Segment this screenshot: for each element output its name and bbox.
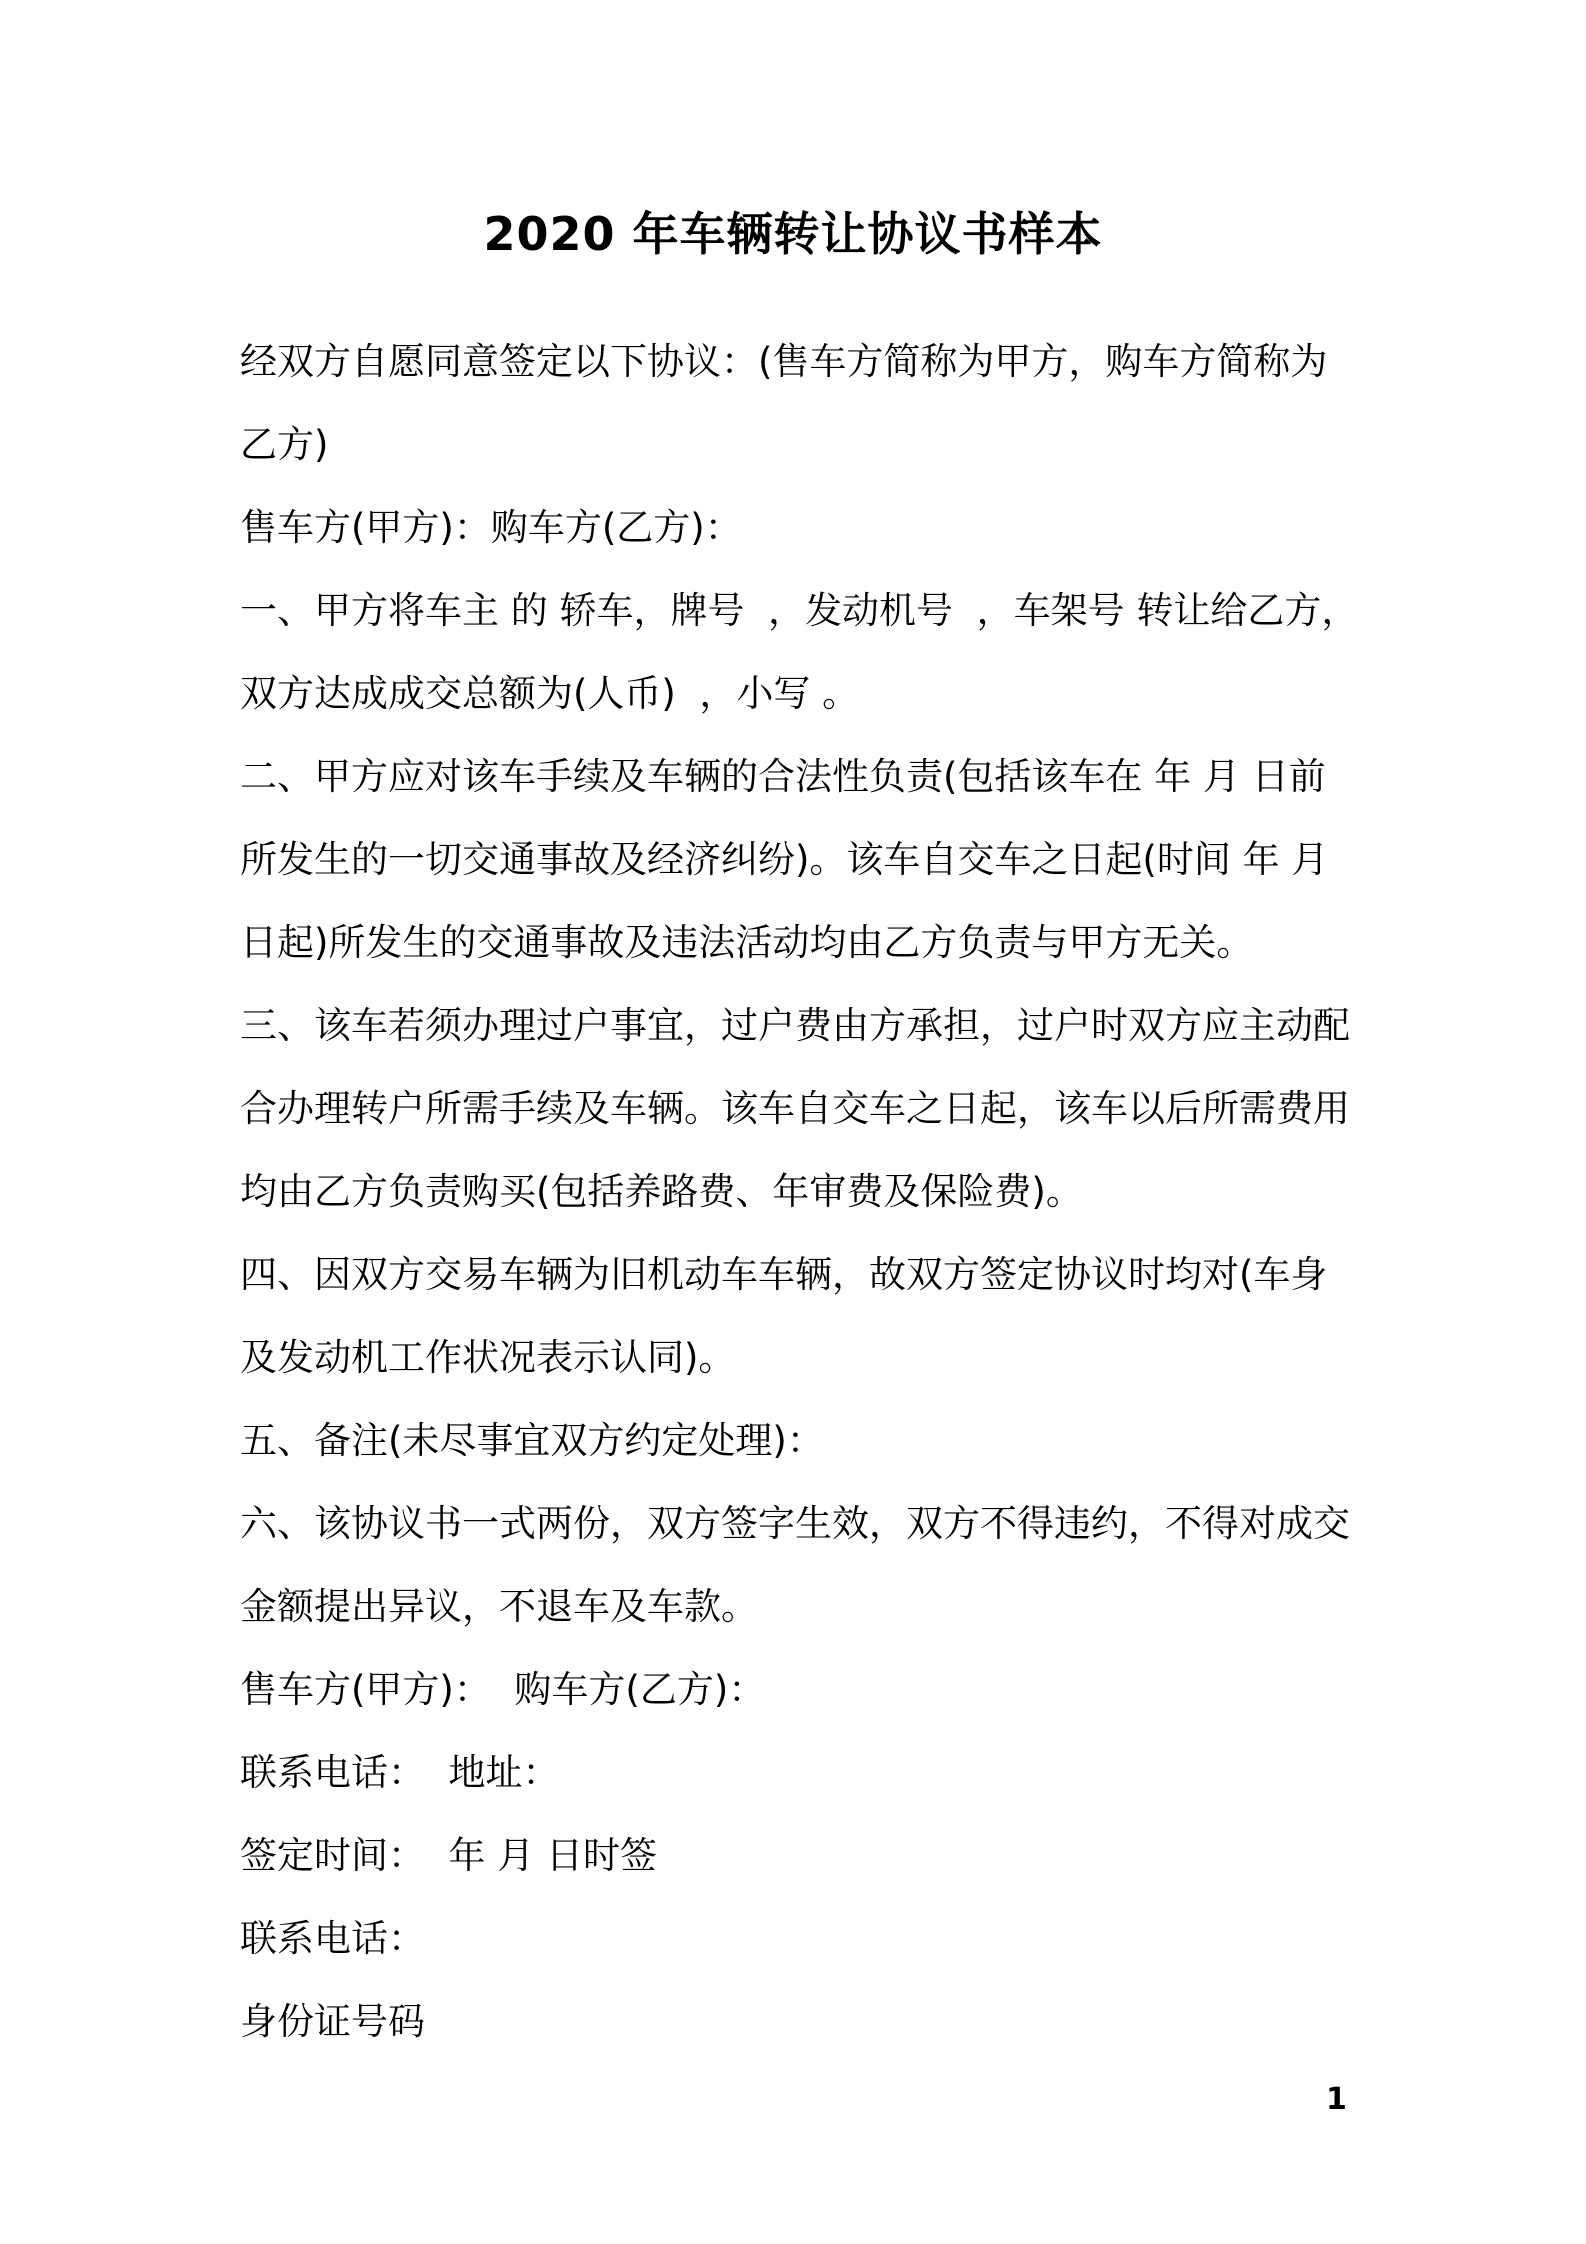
- document-line: 双方达成成交总额为(人币) ，小写 。: [240, 672, 860, 715]
- document-line: 经双方自愿同意签定以下协议：(售车方简称为甲方，购车方简称为: [240, 340, 1328, 383]
- document-line: 乙方): [240, 423, 329, 466]
- document-line: 四、因双方交易车辆为旧机动车车辆，故双方签定协议时均对(车身: [240, 1253, 1328, 1296]
- document-line: 金额提出异议，不退车及车款。: [240, 1585, 758, 1628]
- document-line: 一、甲方将车主 的 轿车，牌号 ，发动机号 ，车架号 转让给乙方，: [240, 589, 1359, 632]
- document-line: 六、该协议书一式两份，双方签字生效，双方不得违约，不得对成交: [240, 1502, 1350, 1545]
- document-line: 售车方(甲方)：购车方(乙方)：: [240, 506, 742, 549]
- document-line: 所发生的一切交通事故及经济纠纷)。该车自交车之日起(时间 年 月: [240, 838, 1329, 881]
- document-line: 联系电话： 地址：: [240, 1751, 560, 1794]
- document-line: 三、该车若须办理过户事宜，过户费由方承担，过户时双方应主动配: [240, 1004, 1350, 1047]
- document-line: 身份证号码: [240, 2000, 425, 2043]
- page-number: 1: [1326, 2082, 1347, 2117]
- document-line: 二、甲方应对该车手续及车辆的合法性负责(包括该车在 年 月 日前: [240, 755, 1326, 798]
- document-line: 签定时间： 年 月 日时签: [240, 1834, 658, 1877]
- document-line: 均由乙方负责购买(包括养路费、年审费及保险费)。: [240, 1170, 1083, 1213]
- document-line: 及发动机工作状况表示认同)。: [240, 1336, 736, 1379]
- document-title: 2020 年车辆转让协议书样本: [483, 207, 1103, 261]
- document-line: 合办理转户所需手续及车辆。该车自交车之日起，该车以后所需费用: [240, 1087, 1350, 1130]
- document-line: 五、备注(未尽事宜双方约定处理)：: [240, 1419, 824, 1462]
- document-body: [240, 320, 1360, 2063]
- document-line: 日起)所发生的交通事故及违法活动均由乙方负责与甲方无关。: [240, 921, 1254, 964]
- document-line: 联系电话：: [240, 1917, 425, 1960]
- document-line: 售车方(甲方)： 购车方(乙方)：: [240, 1668, 766, 1711]
